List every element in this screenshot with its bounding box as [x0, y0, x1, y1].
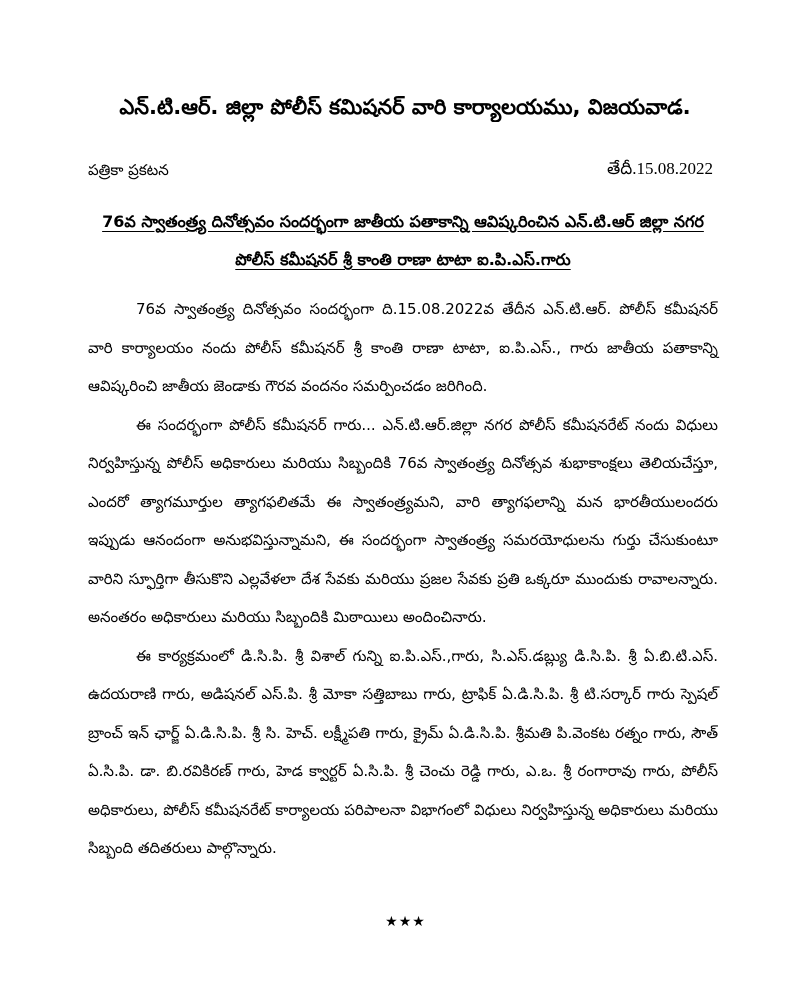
end-marker: ★★★	[385, 914, 426, 930]
release-date: తేదీ.15.08.2022	[607, 159, 713, 178]
body-text	[88, 290, 718, 868]
subject-heading	[88, 203, 718, 279]
body-paragraph-3: ఈ కార్యక్రమంలో డి.సి.పి. శ్రీ విశాల్ గున్ని ఐ.పి.ఎస్.,గారు, సి.ఎస్.డబ్ల్యు డి.సి.పి. శ్రీ ఏ.బి.టి.ఎస్. ఉదయరాణి గారు, అడిషనల్ ఎస్.పి. శ్రీ మోకా సత్తిబాబు గారు, ట్రాఫిక్ ఏ.డి.సి.పి. శ్రీ టి.సర్కార్ గారు స్పెషల్ బ్రాంచ్ ఇన్ ఛార్జ్ ఏ.డి.సి.పి. శ్రీ సి. హెచ్. లక్ష్మీపతి గారు, క్రైమ్ ఏ.డి.సి.పి. శ్రీమతి పి.వెంకట రత్నం గారు, సౌత్ ఏ.సి.పి. డా. బి.రవికిరణ్ గారు, హెడ క్వార్టర్ ఏ.సి.పి. శ్రీ చెంచు రెడ్డి గారు, ఎ.ఒ. శ్రీ రంగారావు గారు, పోలీస్ అధికారులు, పోలీస్ కమీషనరేట్ కార్యాలయ పరిపాలనా విభాగంలో విధులు నిర్వహిస్తున్న అధికారులు మరియు సిబ్బంది తదితరులు పాల్గొన్నారు.	[88, 646, 718, 857]
body-paragraph-1: 76వ స్వాతంత్ర్య దినోత్సవం సందర్భంగా ది.15.08.2022వ తేదీన ఎన్.టి.ఆర్. పోలీస్ కమీషనర్ వారి కార్యాలయం నందు పోలీస్ కమీషనర్ శ్రీ కాంతి రాణా టాటా, ఐ.పి.ఎస్., గారు జాతీయ పతాకాన్ని ఆవిష్కరించి జాతీయ జెండాకు గౌరవ వందనం సమర్పించడం జరిగింది.	[88, 300, 718, 395]
body-paragraph-2: ఈ సందర్భంగా పోలీస్ కమీషనర్ గారు... ఎన్.టి.ఆర్.జిల్లా నగర పోలీస్ కమీషనరేట్ నందు విధులు నిర్వహిస్తున్న పోలీస్ అధికారులు మరియు సిబ్బందికి 76వ స్వాతంత్ర్య దినోత్సవ శుభాకాంక్షలు తెలియచేస్తూ, ఎందరో త్యాగమూర్తుల త్యాగఫలితమే ఈ స్వాతంత్ర్యమని, వారి త్యాగఫలాన్ని మన భారతీయులందరు ఇప్పుడు ఆనందంగా అనుభవిస్తున్నామని, ఈ సందర్భంగా స్వాతంత్ర్య సమరయోధులను గుర్తు చేసుకుంటూ వారిని స్ఫూర్తిగా తీసుకొని ఎల్లవేళలా దేశ సేవకు మరియు ప్రజల సేవకు ప్రతి ఒక్కరూ ముందుకు రావాలన్నారు. అనంతరం అధికారులు మరియు సిబ్బందికి మిఠాయిలు అందించినారు.	[88, 415, 718, 626]
office-header-title: ఎన్.టి.ఆర్. జిల్లా పోలీస్ కమిషనర్ వారి కార్యాలయము, విజయవాడ.	[119, 95, 691, 119]
subject-line-1: 76వ స్వాతంత్ర్య దినోత్సవం సందర్భంగా జాతీయ పతాకాన్ని ఆవిష్కరించిన ఎన్.టి.ఆర్ జిల్లా నగర	[102, 212, 704, 231]
press-release-label: పత్రికా ప్రకటన	[88, 161, 169, 179]
subject-line-2: పోలీస్ కమీషనర్ శ్రీ కాంతి రాణా టాటా ఐ.పి.ఎస్.గారు	[235, 250, 571, 269]
